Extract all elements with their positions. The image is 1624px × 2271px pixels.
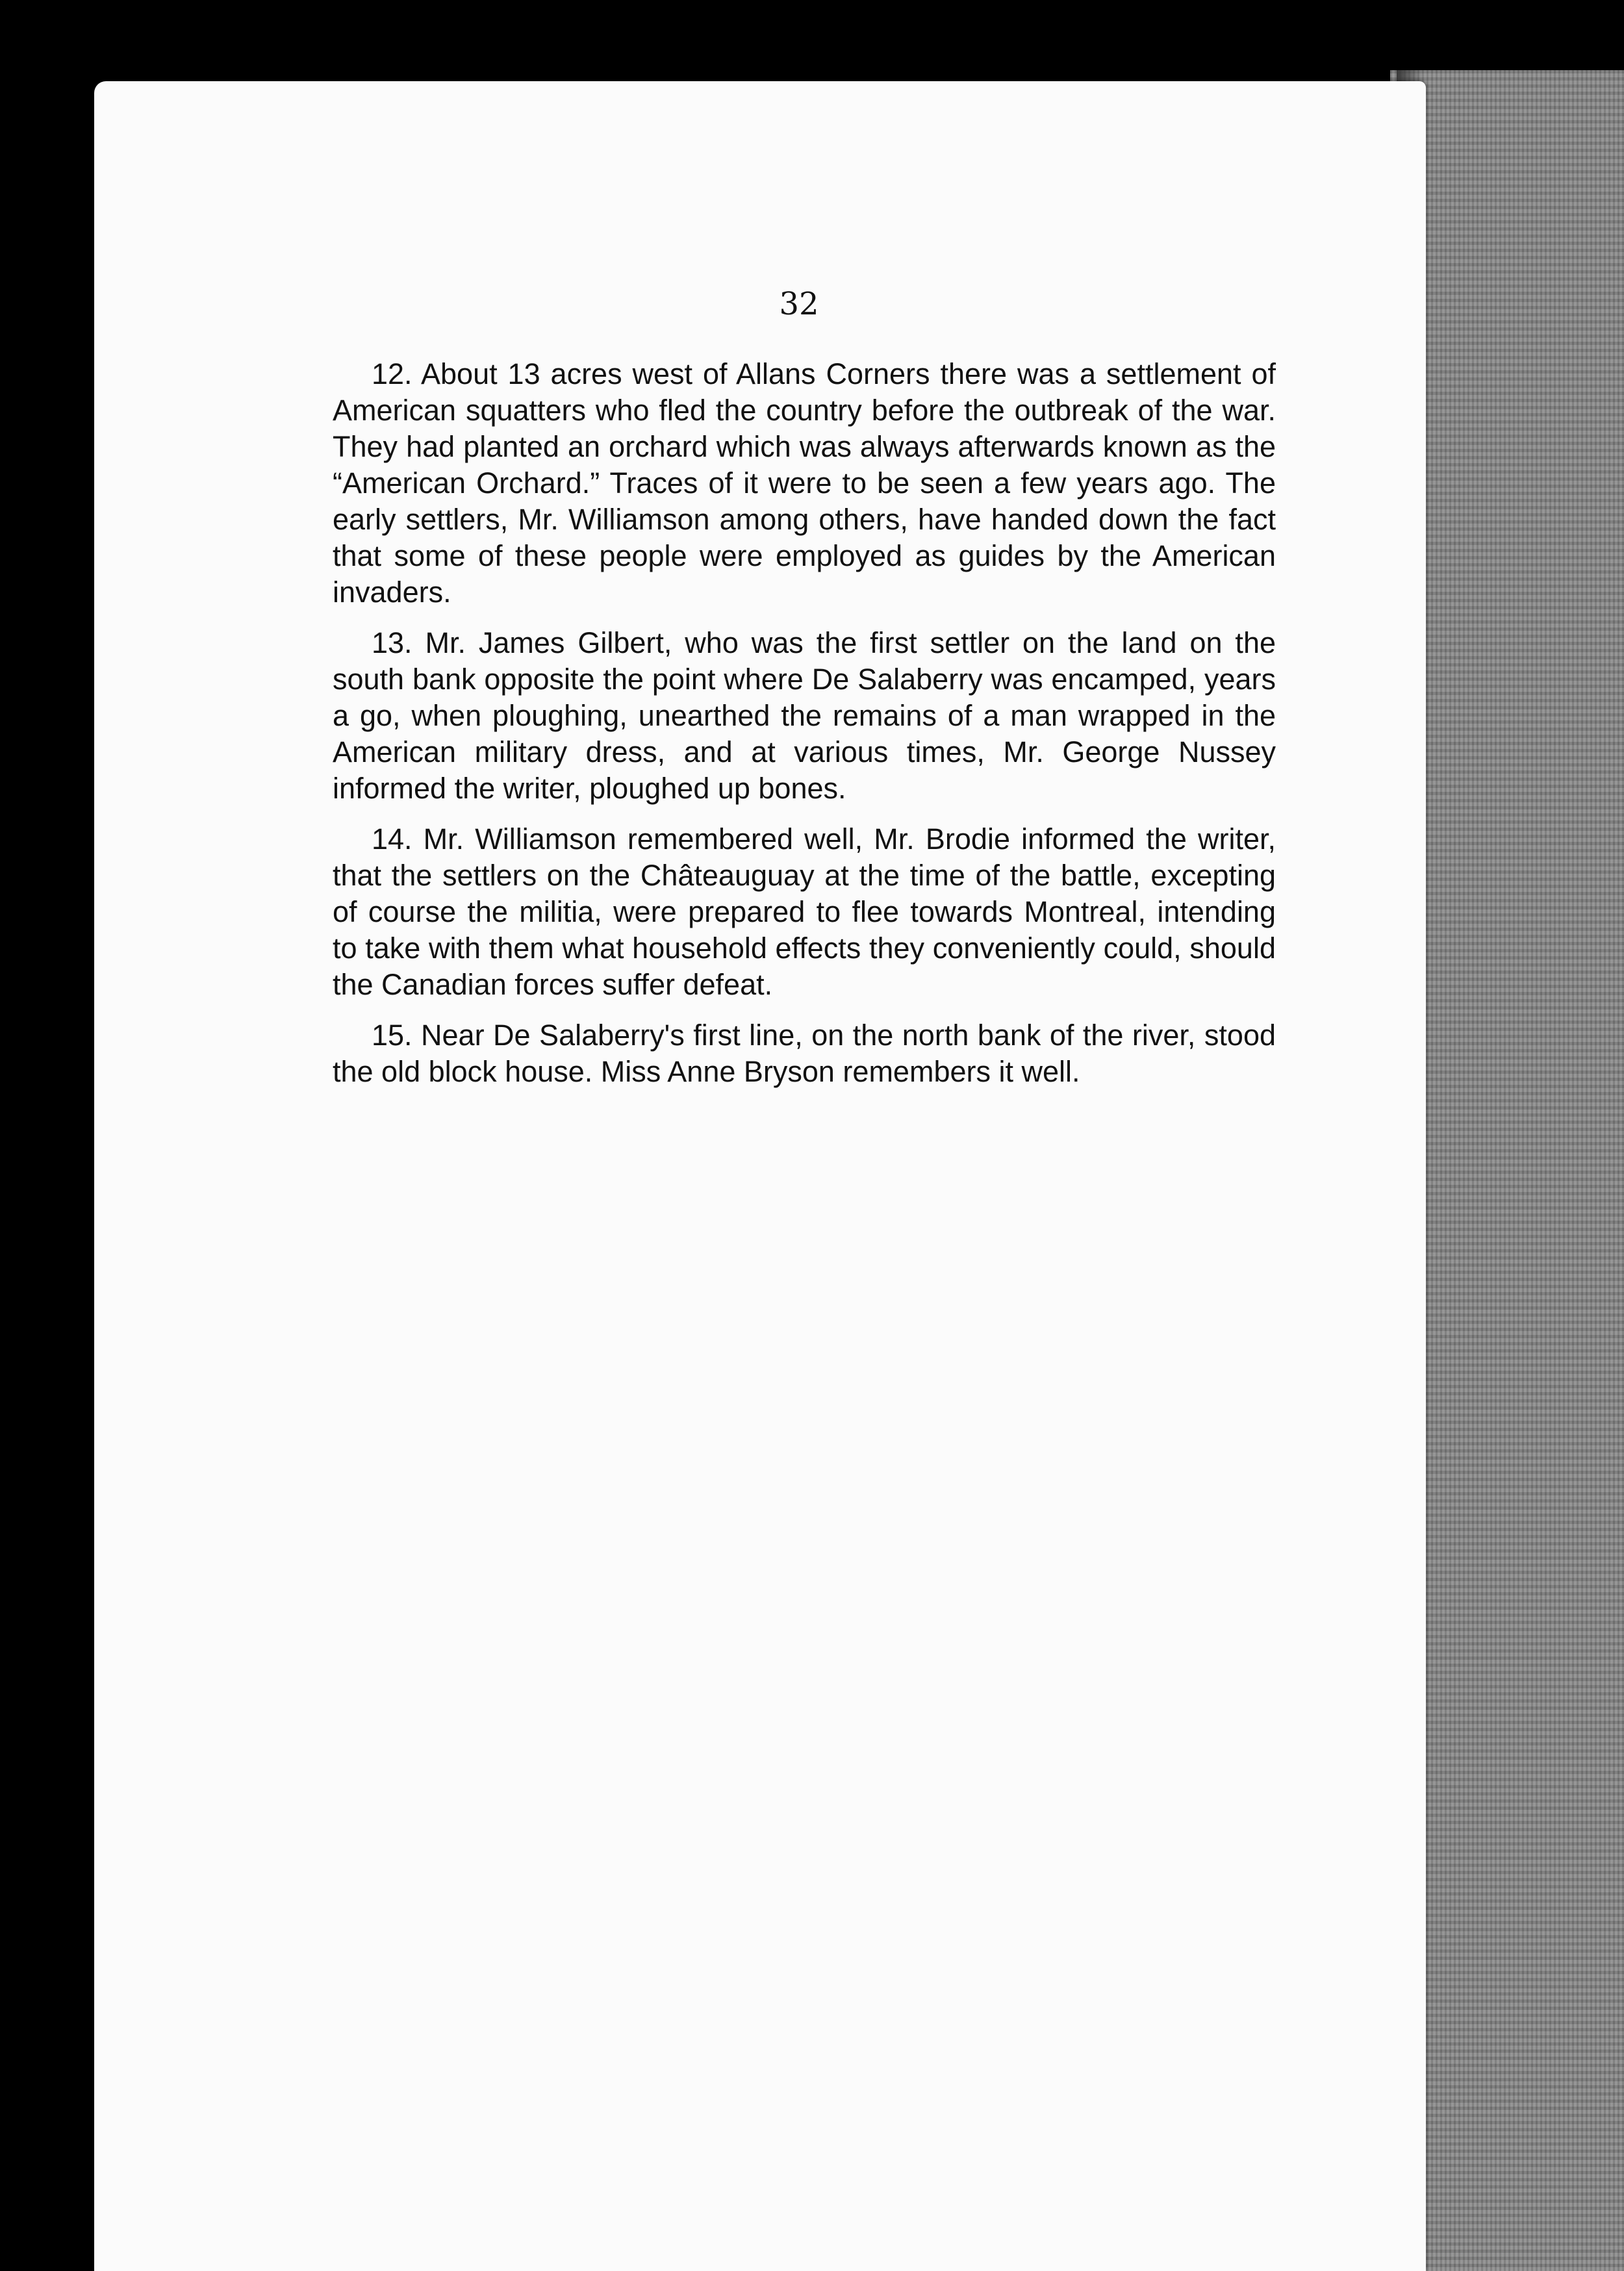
paragraph-14: 14. Mr. Williamson remembered well, Mr. Brodie informed the writer, that the settlers on the Châteauguay at the time of the battle, excepting of course the militia, were prepared to flee towards Montreal, intending to take with them what household effects they conveniently could, should the Canadian forces suffer defeat. xyxy=(333,822,1276,1001)
page-number: 32 xyxy=(779,286,819,322)
paragraph-12: 12. About 13 acres west of Allans Corners there was a settlement of American squatters who fled the country before the outbreak of the war. They had planted an orchard which was always afterwards known as the “American Orchard.” Traces of it were to be seen a few years ago. The early settlers, Mr. Williamson among others, have handed down the fact that some of these people were employed as guides by the American invaders. xyxy=(333,357,1276,609)
paragraph-13: 13. Mr. James Gilbert, who was the first settler on the land on the south bank opposite the point where De Salaberry was encamped, years a go, when ploughing, unearthed the remains of a man wrapped in the American military dress, and at various times, Mr. George Nussey informed the writer, ploughed up bones. xyxy=(333,626,1276,805)
paragraph-15: 15. Near De Salaberry's first line, on the north bank of the river, stood the old block house. Miss Anne Bryson remembers it well. xyxy=(333,1019,1276,1088)
text-body xyxy=(333,356,1276,1104)
